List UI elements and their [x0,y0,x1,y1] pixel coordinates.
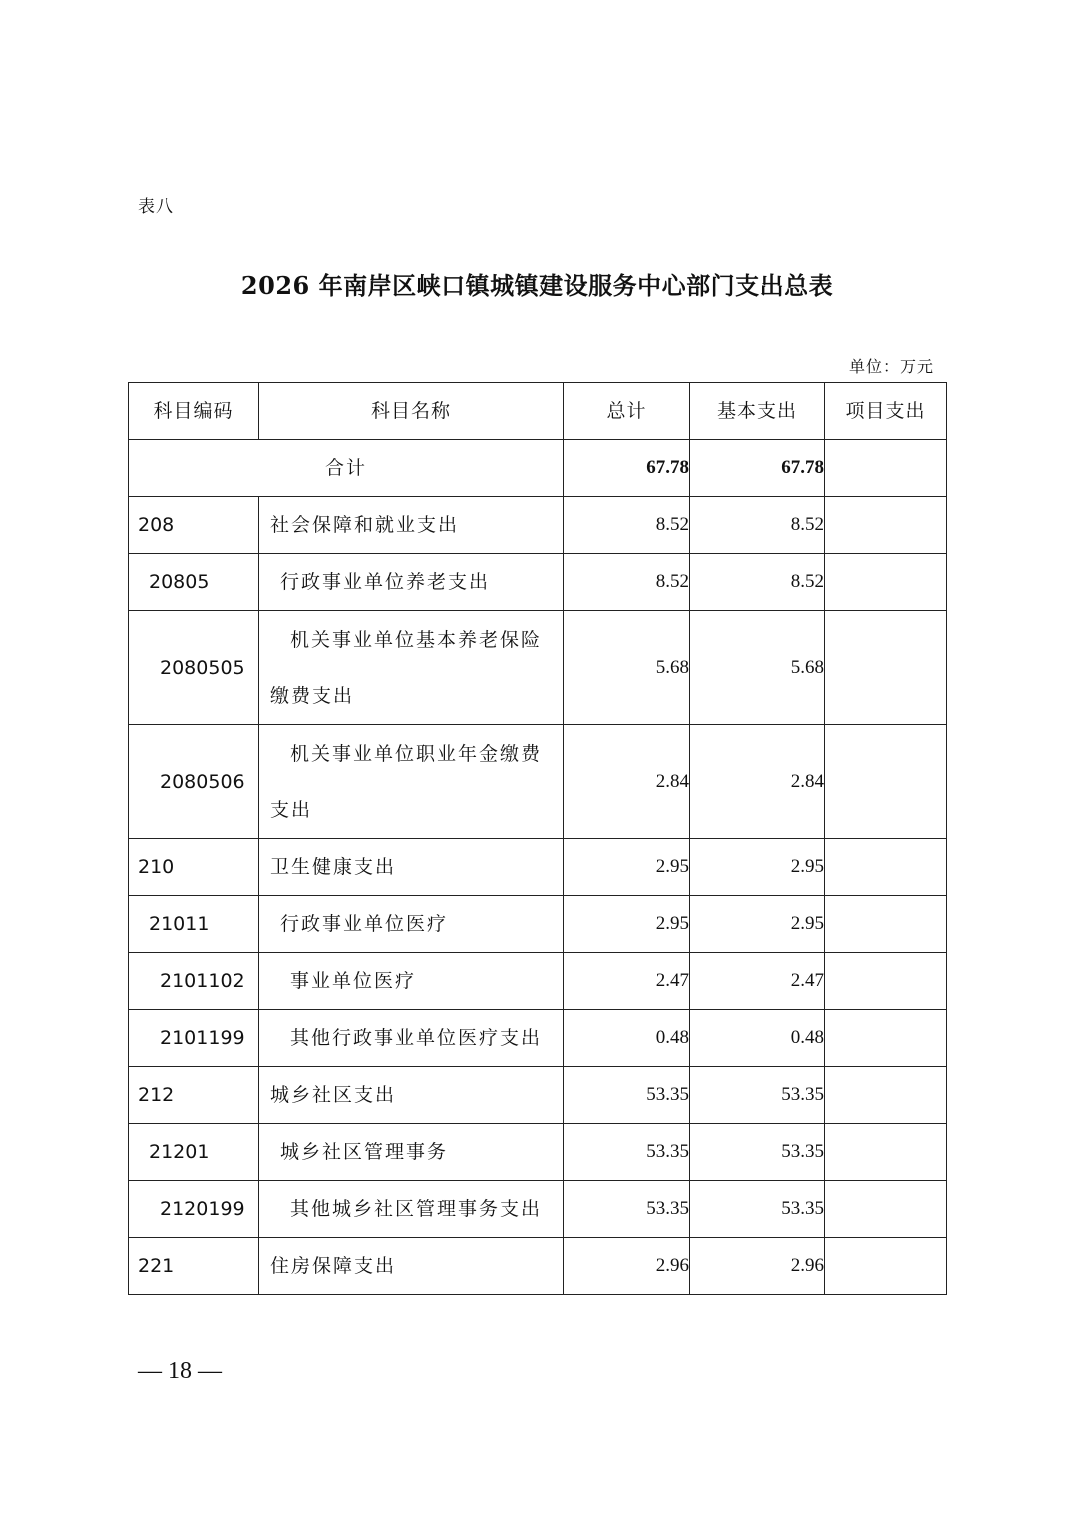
row-basic: 53.35 [690,1124,825,1181]
row-code: 212 [129,1067,259,1124]
row-project [825,554,947,611]
row-project [825,1181,947,1238]
row-name: 卫生健康支出 [259,839,564,896]
row-name: 社会保障和就业支出 [259,497,564,554]
document-title: 2026 年南岸区峡口镇城镇建设服务中心部门支出总表 [240,271,834,300]
table-row [129,1238,947,1295]
row-total: 53.35 [564,1124,690,1181]
row-total: 5.68 [564,611,690,725]
row-name: 其他城乡社区管理事务支出 [259,1181,564,1238]
row-code: 2101102 [129,953,259,1010]
row-project [825,1238,947,1295]
row-project [825,1067,947,1124]
expenditure-table [128,382,947,1295]
row-basic: 8.52 [690,497,825,554]
row-code: 2080506 [129,725,259,839]
header-basic: 基本支出 [690,383,825,440]
row-code: 210 [129,839,259,896]
table-row [129,839,947,896]
row-code: 221 [129,1238,259,1295]
row-total: 2.95 [564,896,690,953]
row-code: 20805 [129,554,259,611]
row-basic: 0.48 [690,1010,825,1067]
row-code: 2080505 [129,611,259,725]
table-row [129,725,947,839]
row-basic: 8.52 [690,554,825,611]
table-header-row [129,383,947,440]
row-total: 2.84 [564,725,690,839]
row-total: 2.96 [564,1238,690,1295]
page-number: — 18 — [138,1358,222,1384]
row-code: 2101199 [129,1010,259,1067]
table-row [129,953,947,1010]
row-basic: 5.68 [690,611,825,725]
row-name: 行政事业单位养老支出 [259,554,564,611]
total-total: 67.78 [564,440,690,497]
total-project [825,440,947,497]
row-basic: 2.47 [690,953,825,1010]
row-basic: 2.84 [690,725,825,839]
header-code: 科目编码 [129,383,259,440]
table-row [129,554,947,611]
row-project [825,896,947,953]
row-total: 0.48 [564,1010,690,1067]
table-row [129,896,947,953]
row-name: 其他行政事业单位医疗支出 [259,1010,564,1067]
row-project [825,1124,947,1181]
row-name: 机关事业单位基本养老保险缴费支出 [259,611,564,725]
header-name: 科目名称 [259,383,564,440]
table-row [129,497,947,554]
row-name: 事业单位医疗 [259,953,564,1010]
row-name: 机关事业单位职业年金缴费支出 [259,725,564,839]
row-code: 21201 [129,1124,259,1181]
row-basic: 2.95 [690,896,825,953]
header-project: 项目支出 [825,383,947,440]
row-code: 208 [129,497,259,554]
row-code: 21011 [129,896,259,953]
header-total: 总计 [564,383,690,440]
row-project [825,1010,947,1067]
table-row [129,1124,947,1181]
row-total: 53.35 [564,1181,690,1238]
row-code: 2120199 [129,1181,259,1238]
unit-label: 单位：万元 [848,357,934,376]
total-label: 合计 [129,440,564,497]
row-total: 2.47 [564,953,690,1010]
row-project [825,725,947,839]
table-row [129,1010,947,1067]
row-name: 住房保障支出 [259,1238,564,1295]
row-project [825,497,947,554]
row-total: 8.52 [564,554,690,611]
table-label: 表八 [138,197,174,217]
total-basic: 67.78 [690,440,825,497]
row-project [825,839,947,896]
row-project [825,953,947,1010]
row-basic: 53.35 [690,1067,825,1124]
total-row [129,440,947,497]
row-name: 行政事业单位医疗 [259,896,564,953]
row-name: 城乡社区管理事务 [259,1124,564,1181]
row-total: 8.52 [564,497,690,554]
row-total: 53.35 [564,1067,690,1124]
table-row [129,1181,947,1238]
table-row [129,1067,947,1124]
row-total: 2.95 [564,839,690,896]
row-name: 城乡社区支出 [259,1067,564,1124]
row-project [825,611,947,725]
table-row [129,611,947,725]
row-basic: 2.96 [690,1238,825,1295]
row-basic: 53.35 [690,1181,825,1238]
row-basic: 2.95 [690,839,825,896]
